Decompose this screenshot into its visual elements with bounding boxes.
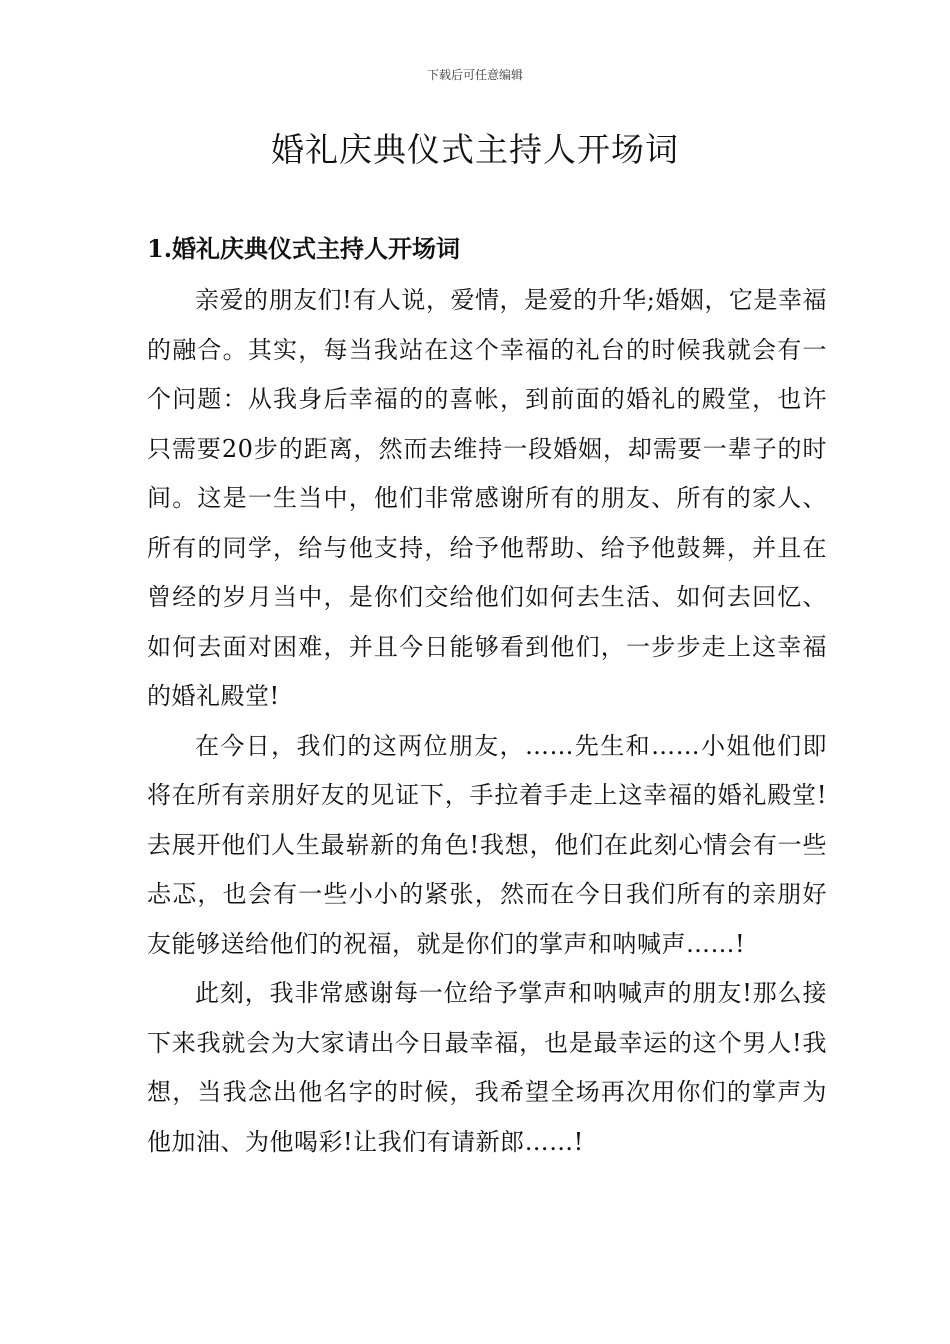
header-note: 下载后可任意编辑 — [426, 68, 523, 82]
document-title: 婚礼庆典仪式主持人开场词 — [271, 130, 679, 169]
paragraph-1: 亲爱的朋友们!有人说，爱情，是爱的升华;婚姻，它是幸福的融合。其实，每当我站在这个幸福的礼台的时候我就会有一个问题：从我身后幸福的的喜帐，到前面的婚礼的殿堂，也许只需要20步的距离，然而去维持一段婚姻，却需要一辈子的时间。这是一生当中，他们非常感谢所有的朋友、所有的家人、所有的同学，给与他支持，给予他帮助、给予他鼓舞，并且在曾经的岁月当中，是你们交给他们如何去生活、如何去回忆、如何去面对困难，并且今日能够看到他们，一步步走上这幸福的婚礼殿堂! — [147, 286, 827, 710]
section-heading: 1.婚礼庆典仪式主持人开场词 — [147, 234, 461, 263]
paragraph-2: 在今日，我们的这两位朋友，……先生和……小姐他们即将在所有亲朋好友的见证下，手拉着手走上这幸福的婚礼殿堂!去展开他们人生最崭新的角色!我想，他们在此刻心情会有一些忐忑，也会有一些小小的紧张，然而在今日我们所有的亲朋好友能够送给他们的祝福，就是你们的掌声和呐喊声……! — [147, 731, 827, 958]
paragraph-3: 此刻，我非常感谢每一位给予掌声和呐喊声的朋友!那么接下来我就会为大家请出今日最幸福，也是最幸运的这个男人!我想，当我念出他名字的时候，我希望全场再次用你们的掌声为他加油、为他喝彩!让我们有请新郎……! — [147, 979, 827, 1156]
body-text — [147, 276, 827, 1167]
